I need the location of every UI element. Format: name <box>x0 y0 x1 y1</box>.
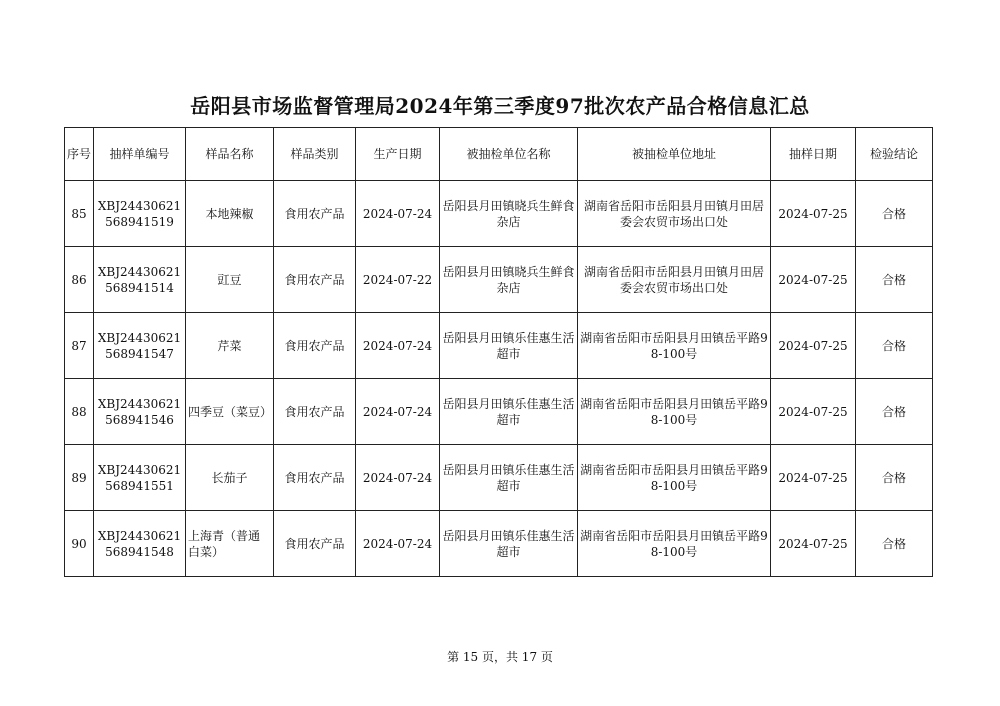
cell-category: 食用农产品 <box>274 313 356 379</box>
cell-address: 湖南省岳阳市岳阳县月田镇岳平路98-100号 <box>578 445 771 511</box>
cell-prod-date: 2024-07-24 <box>356 445 440 511</box>
cell-no: 90 <box>65 511 94 577</box>
cell-prod-date: 2024-07-24 <box>356 181 440 247</box>
table-row <box>65 313 933 379</box>
table-row <box>65 445 933 511</box>
cell-name: 上海青（普通白菜） <box>186 511 274 577</box>
col-header-address: 被抽检单位地址 <box>578 128 771 181</box>
cell-unit: 岳阳县月田镇乐佳惠生活超市 <box>440 511 578 577</box>
cell-prod-date: 2024-07-22 <box>356 247 440 313</box>
cell-result: 合格 <box>856 247 933 313</box>
cell-address: 湖南省岳阳市岳阳县月田镇月田居委会农贸市场出口处 <box>578 181 771 247</box>
col-header-code: 抽样单编号 <box>94 128 186 181</box>
cell-no: 87 <box>65 313 94 379</box>
cell-category: 食用农产品 <box>274 511 356 577</box>
cell-prod-date: 2024-07-24 <box>356 313 440 379</box>
cell-name: 长茄子 <box>186 445 274 511</box>
col-header-unit: 被抽检单位名称 <box>440 128 578 181</box>
cell-unit: 岳阳县月田镇晓兵生鲜食杂店 <box>440 247 578 313</box>
cell-code: XBJ24430621568941547 <box>94 313 186 379</box>
cell-category: 食用农产品 <box>274 445 356 511</box>
cell-category: 食用农产品 <box>274 247 356 313</box>
cell-code: XBJ24430621568941551 <box>94 445 186 511</box>
table-row <box>65 379 933 445</box>
cell-result: 合格 <box>856 181 933 247</box>
cell-address: 湖南省岳阳市岳阳县月田镇岳平路98-100号 <box>578 511 771 577</box>
col-header-category: 样品类别 <box>274 128 356 181</box>
cell-unit: 岳阳县月田镇乐佳惠生活超市 <box>440 313 578 379</box>
cell-unit: 岳阳县月田镇乐佳惠生活超市 <box>440 445 578 511</box>
inspection-table <box>64 127 933 577</box>
cell-unit: 岳阳县月田镇乐佳惠生活超市 <box>440 379 578 445</box>
page-number-footer: 第 15 页，共 17 页 <box>447 650 553 664</box>
cell-sample-date: 2024-07-25 <box>771 313 856 379</box>
table-row <box>65 181 933 247</box>
col-header-result: 检验结论 <box>856 128 933 181</box>
cell-prod-date: 2024-07-24 <box>356 379 440 445</box>
cell-result: 合格 <box>856 445 933 511</box>
cell-no: 88 <box>65 379 94 445</box>
table-row <box>65 247 933 313</box>
cell-name: 四季豆（菜豆） <box>186 379 274 445</box>
cell-name: 本地辣椒 <box>186 181 274 247</box>
cell-code: XBJ24430621568941519 <box>94 181 186 247</box>
cell-sample-date: 2024-07-25 <box>771 181 856 247</box>
cell-no: 85 <box>65 181 94 247</box>
cell-sample-date: 2024-07-25 <box>771 379 856 445</box>
cell-result: 合格 <box>856 379 933 445</box>
col-header-sample-date: 抽样日期 <box>771 128 856 181</box>
col-header-prod-date: 生产日期 <box>356 128 440 181</box>
cell-address: 湖南省岳阳市岳阳县月田镇月田居委会农贸市场出口处 <box>578 247 771 313</box>
cell-sample-date: 2024-07-25 <box>771 511 856 577</box>
col-header-no: 序号 <box>65 128 94 181</box>
table-header-row <box>65 128 933 181</box>
cell-name: 豇豆 <box>186 247 274 313</box>
cell-no: 86 <box>65 247 94 313</box>
table-row <box>65 511 933 577</box>
cell-address: 湖南省岳阳市岳阳县月田镇岳平路98-100号 <box>578 379 771 445</box>
cell-name: 芹菜 <box>186 313 274 379</box>
cell-unit: 岳阳县月田镇晓兵生鲜食杂店 <box>440 181 578 247</box>
cell-prod-date: 2024-07-24 <box>356 511 440 577</box>
cell-code: XBJ24430621568941546 <box>94 379 186 445</box>
cell-category: 食用农产品 <box>274 379 356 445</box>
cell-sample-date: 2024-07-25 <box>771 445 856 511</box>
cell-code: XBJ24430621568941548 <box>94 511 186 577</box>
cell-address: 湖南省岳阳市岳阳县月田镇岳平路98-100号 <box>578 313 771 379</box>
page-title: 岳阳县市场监督管理局2024年第三季度97批次农产品合格信息汇总 <box>190 94 810 118</box>
cell-sample-date: 2024-07-25 <box>771 247 856 313</box>
col-header-name: 样品名称 <box>186 128 274 181</box>
cell-result: 合格 <box>856 511 933 577</box>
cell-code: XBJ24430621568941514 <box>94 247 186 313</box>
cell-category: 食用农产品 <box>274 181 356 247</box>
cell-result: 合格 <box>856 313 933 379</box>
cell-no: 89 <box>65 445 94 511</box>
